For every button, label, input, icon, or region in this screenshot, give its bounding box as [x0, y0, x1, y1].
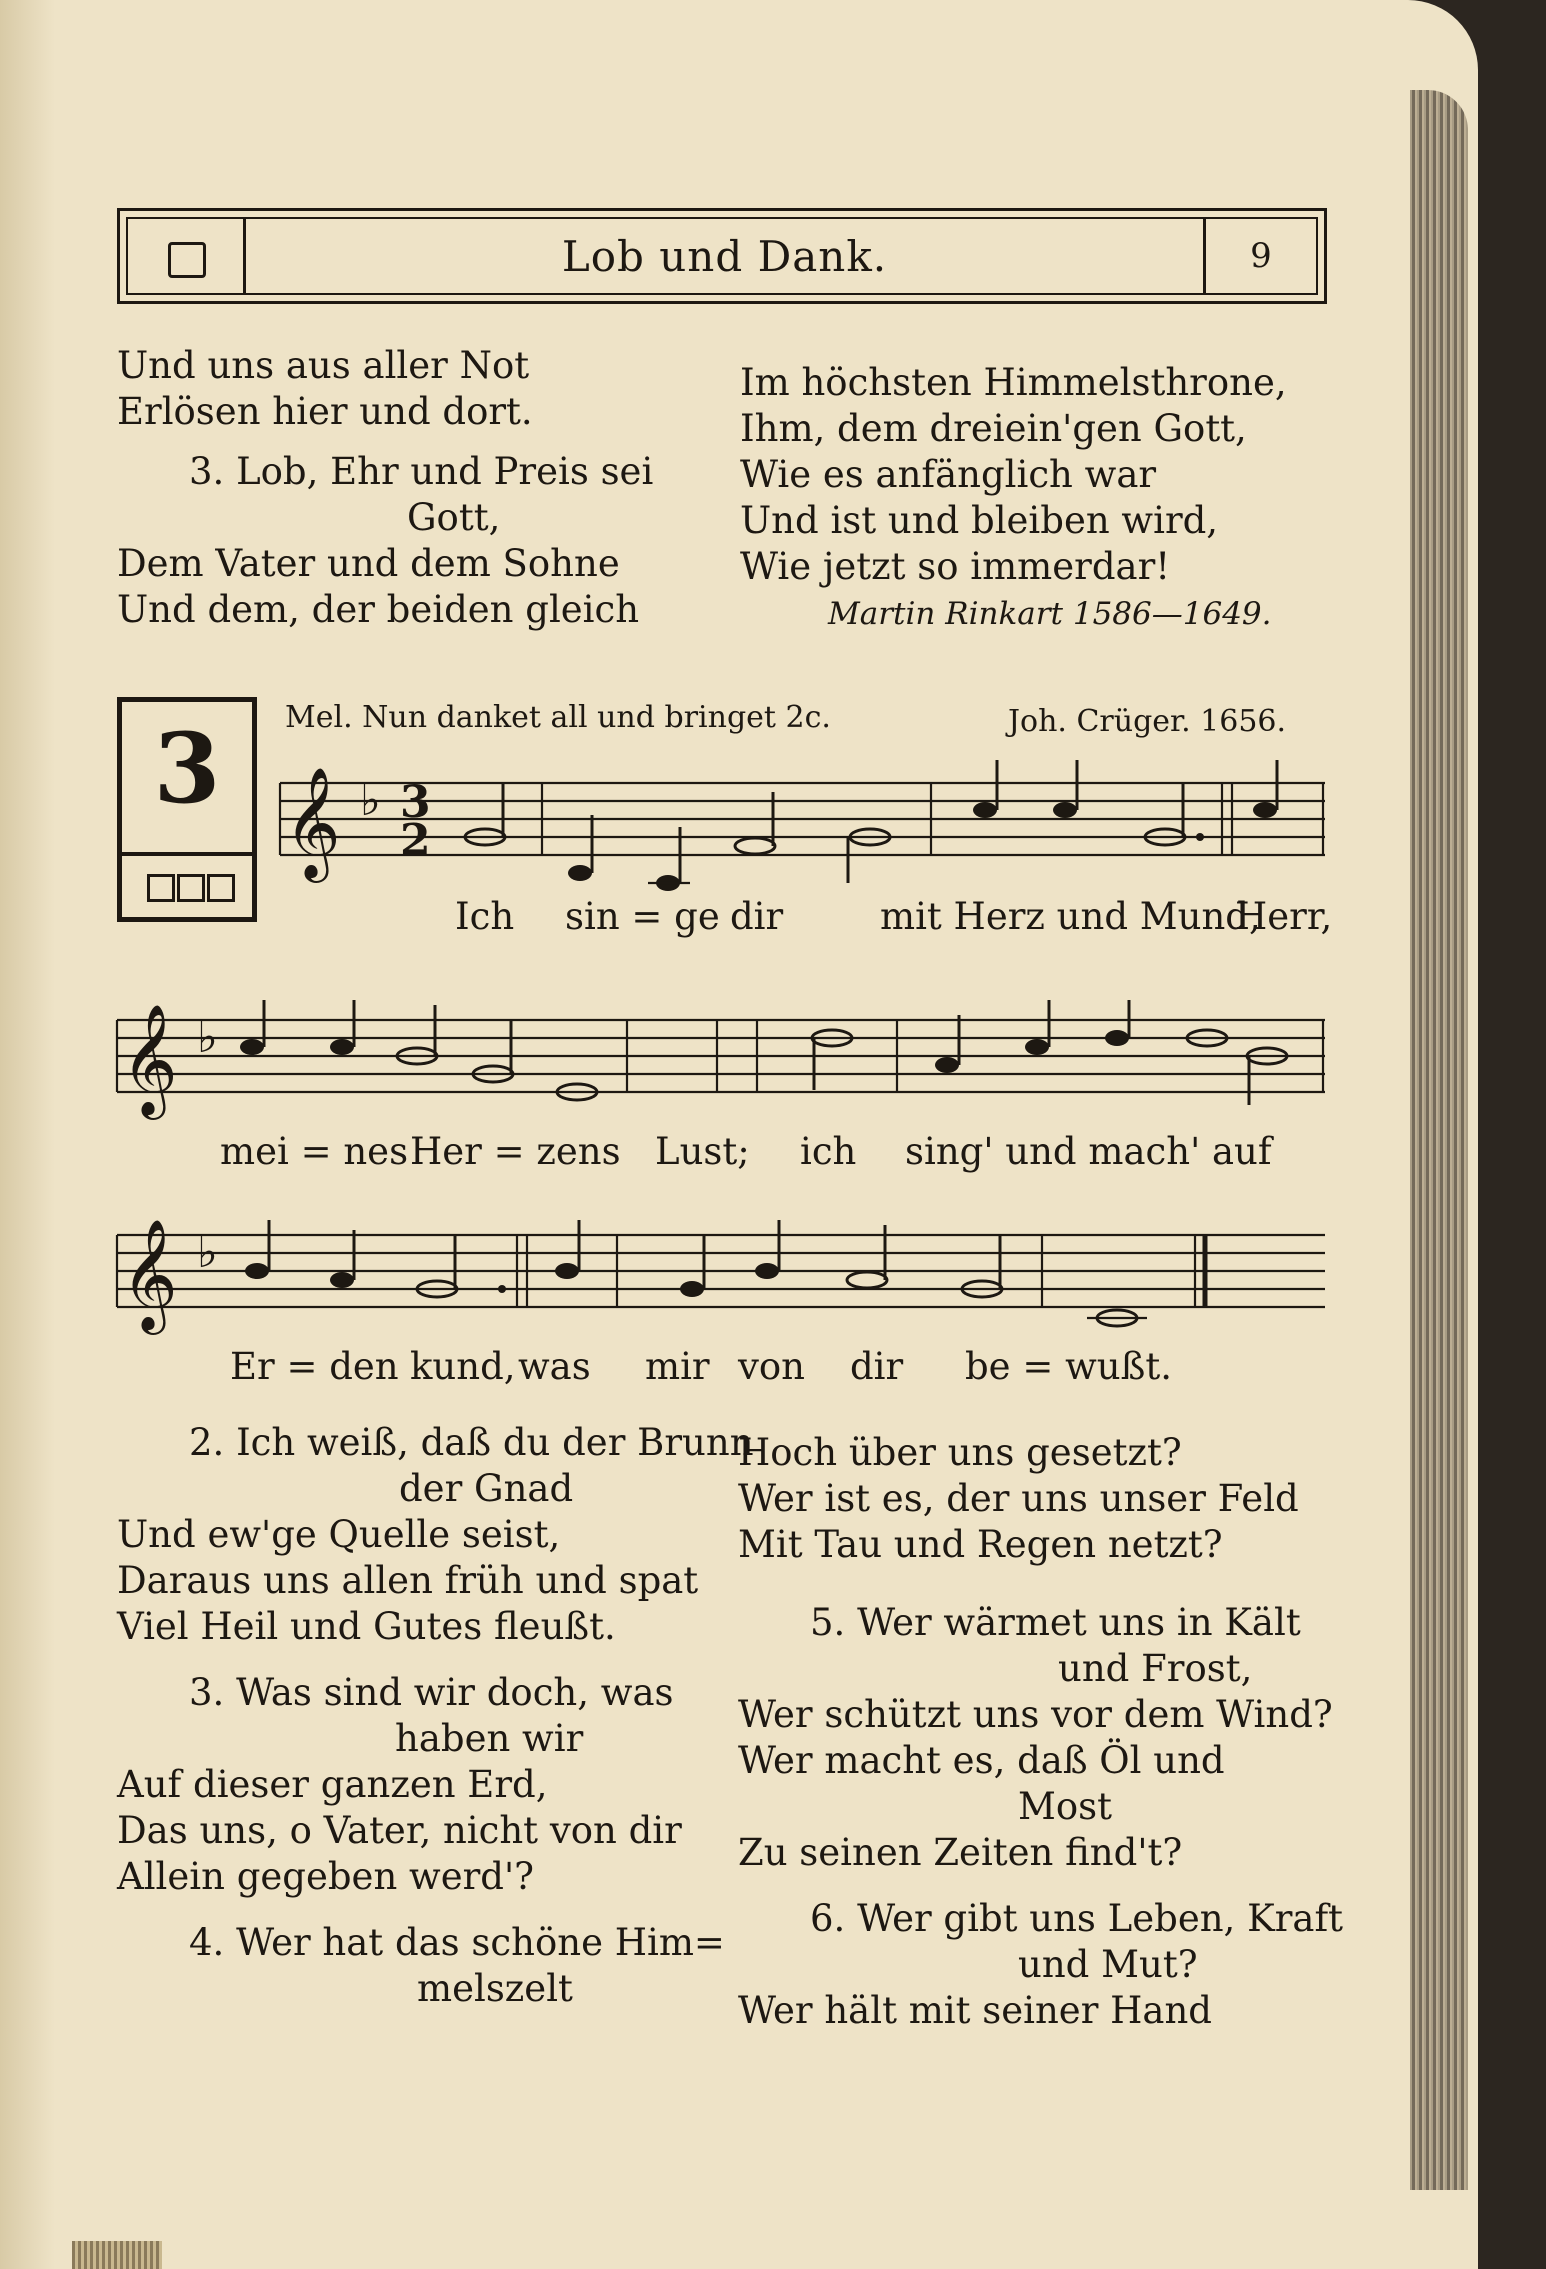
verse-2-heading: 2. Ich weiß, daß du der Brunn	[189, 1421, 754, 1464]
box-divider	[122, 852, 252, 856]
svg-text:3: 3	[400, 777, 431, 828]
text-line: Und ist und bleiben wird,	[740, 499, 1219, 542]
music-staff-2	[117, 1000, 1325, 1120]
text-line: der Gnad	[399, 1467, 574, 1510]
text-line: Wer schützt uns vor dem Wind?	[738, 1693, 1333, 1736]
text-line: Gott,	[407, 496, 501, 539]
right-column-top	[740, 360, 1287, 590]
square-ornament-icon	[168, 242, 206, 278]
svg-text:𝄞: 𝄞	[121, 1218, 178, 1330]
text-line: Most	[1018, 1785, 1113, 1828]
composer-credit: Joh. Crüger. 1656.	[1008, 704, 1287, 739]
text-line: Allein gegeben werd'?	[117, 1855, 534, 1898]
lyric-syllable: Lust;	[655, 1130, 750, 1173]
text-line: und Mut?	[1018, 1943, 1198, 1986]
lyric-syllable: von	[738, 1345, 806, 1388]
lyric-syllable: Herr,	[1235, 895, 1333, 938]
svg-text:𝄞: 𝄞	[121, 1003, 178, 1115]
page-title: Lob und Dank.	[561, 231, 888, 281]
text-line: Mit Tau und Regen netzt?	[738, 1523, 1223, 1566]
lyric-syllable: Ich	[455, 895, 515, 938]
text-line: Daraus uns allen früh und spat	[117, 1559, 699, 1602]
svg-text:♭: ♭	[197, 1012, 218, 1063]
lyric-syllable: ich	[800, 1130, 857, 1173]
lyric-syllable: was	[518, 1345, 591, 1388]
melody-reference: Mel. Nun danket all und bringet 2c.	[285, 700, 831, 735]
verse-5-heading: 5. Wer wärmet uns in Kält	[810, 1601, 1301, 1644]
text-line: Ihm, dem dreiein'gen Gott,	[740, 407, 1247, 450]
music-staff-1	[280, 755, 1325, 885]
verse-6-heading: 6. Wer gibt uns Leben, Kraft	[810, 1897, 1344, 1940]
text-line: Viel Heil und Gutes fleußt.	[117, 1605, 616, 1648]
lyric-syllable: mit Herz und Mund,	[880, 895, 1261, 938]
book-page-edges	[1410, 90, 1468, 2190]
text-line: Zu seinen Zeiten find't?	[738, 1831, 1183, 1874]
svg-text:♭: ♭	[197, 1227, 218, 1278]
text-line: Wie jetzt so immerdar!	[740, 545, 1171, 588]
lyric-syllable: Her = zens	[410, 1130, 621, 1173]
text-line: Wer hält mit seiner Hand	[738, 1989, 1212, 2032]
lyric-syllable: sin = ge	[565, 895, 720, 938]
square-icon	[207, 874, 235, 902]
binding-stitch	[72, 2241, 162, 2269]
lyric-syllable: kund,	[410, 1345, 516, 1388]
hymn-number-box	[117, 697, 257, 922]
verse-3-heading: 3. Lob, Ehr und Preis sei	[189, 450, 654, 493]
left-column-bottom	[117, 1420, 754, 2012]
lyric-syllable: sing' und mach' auf	[905, 1130, 1272, 1173]
text-line: Und dem, der beiden gleich	[117, 588, 640, 631]
text-line: Auf dieser ganzen Erd,	[117, 1763, 548, 1806]
lyric-syllable: dir	[850, 1345, 904, 1388]
page-header	[117, 208, 1327, 304]
right-column-bottom	[738, 1430, 1343, 2034]
text-line: Dem Vater und dem Sohne	[117, 542, 620, 585]
text-line: Wie es anfänglich war	[740, 453, 1157, 496]
svg-text:♭: ♭	[360, 775, 381, 826]
square-icon	[177, 874, 205, 902]
music-staff-3	[117, 1215, 1325, 1335]
verse-4-heading: 4. Wer hat das schöne Him=	[189, 1921, 725, 1964]
text-line: Das uns, o Vater, nicht von dir	[117, 1809, 682, 1852]
text-line: Wer ist es, der uns unser Feld	[738, 1477, 1299, 1520]
square-icon	[147, 874, 175, 902]
page-number: 9	[1250, 236, 1272, 276]
lyric-syllable: be = wußt.	[965, 1345, 1172, 1388]
text-line: und Frost,	[1058, 1647, 1253, 1690]
hymn-number: 3	[153, 712, 221, 825]
header-left-cell	[128, 219, 246, 293]
hymn-author: Martin Rinkart 1586—1649.	[828, 596, 1272, 632]
text-line: Und ew'ge Quelle seist,	[117, 1513, 561, 1556]
lyric-syllable: mei = nes	[220, 1130, 409, 1173]
text-line: Im höchsten Himmelsthrone,	[740, 361, 1287, 404]
lyric-syllable: mir	[645, 1345, 710, 1388]
text-line: Wer macht es, daß Öl und	[738, 1739, 1225, 1782]
text-line: Und uns aus aller Not	[117, 344, 530, 387]
svg-text:𝄞: 𝄞	[284, 766, 341, 878]
svg-text:2: 2	[400, 815, 431, 866]
verse-3-heading: 3. Was sind wir doch, was	[189, 1671, 674, 1714]
text-line: haben wir	[395, 1717, 584, 1760]
text-line: Erlösen hier und dort.	[117, 390, 533, 433]
lyric-syllable: Er = den	[230, 1345, 399, 1388]
header-inner-frame	[126, 217, 1318, 295]
text-line: Hoch über uns gesetzt?	[738, 1431, 1182, 1474]
lyric-syllable: dir	[730, 895, 784, 938]
text-line: melszelt	[417, 1967, 573, 2010]
left-column-top	[117, 343, 653, 633]
